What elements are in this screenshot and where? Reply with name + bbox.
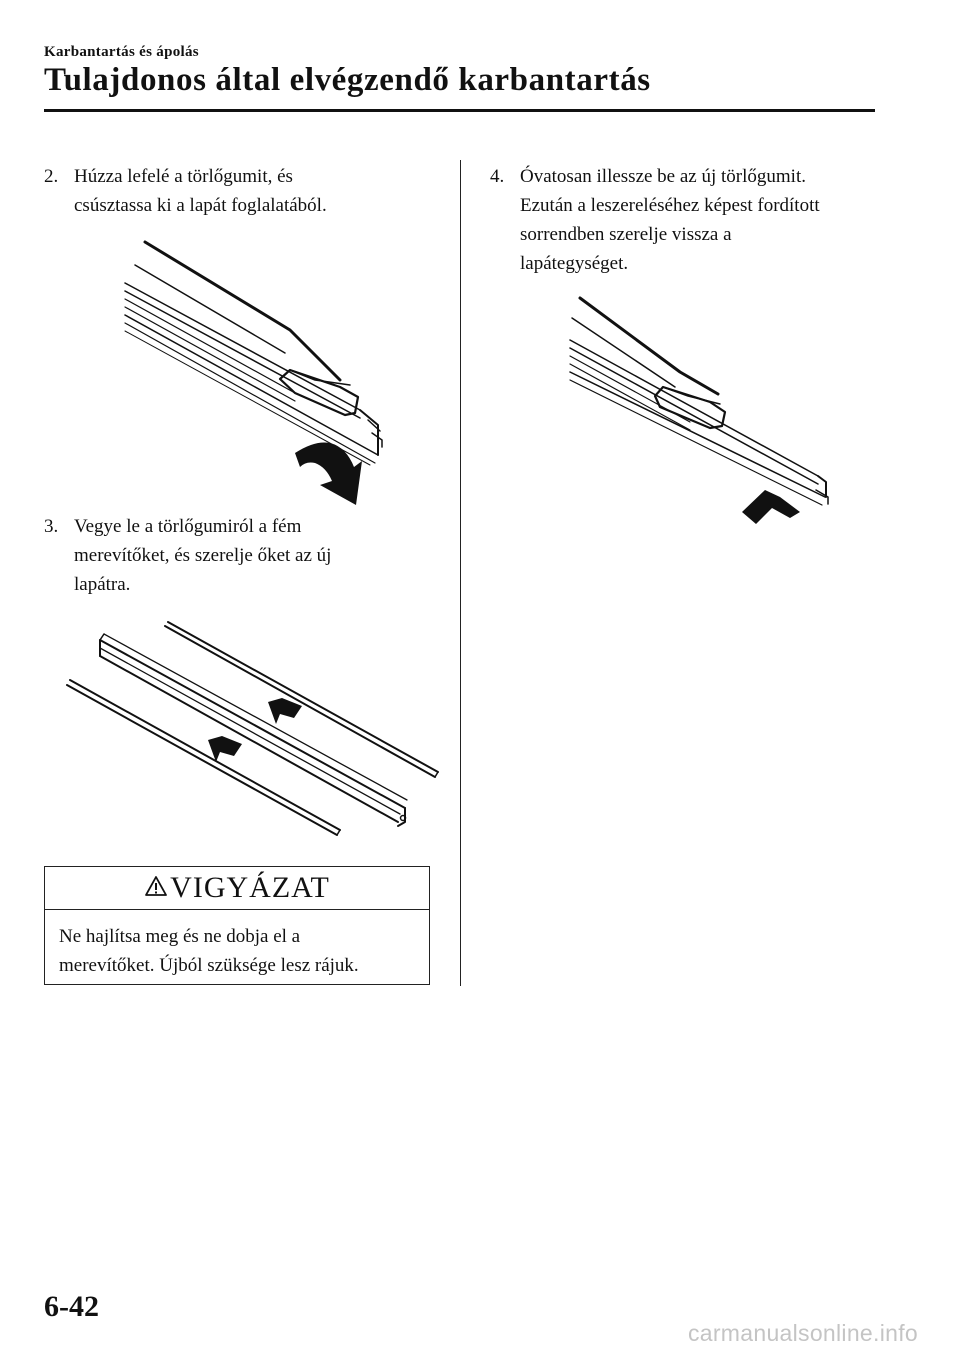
step-number: 4. <box>490 166 505 187</box>
caution-heading: VIGYÁZAT <box>170 871 330 904</box>
page-title: Tulajdonos által elvégzendő karbantartás <box>44 62 651 98</box>
insert-stiffener-arrow-icon <box>208 736 242 762</box>
step-line: lapátegységet. <box>520 253 629 274</box>
step-2 <box>44 162 444 220</box>
wiper-blade-install-illustration <box>560 292 840 537</box>
step-3 <box>44 512 444 599</box>
step-line: csúsztassa ki a lapát foglalatából. <box>74 195 327 216</box>
step-line: sorrendben szerelje vissza a <box>520 224 732 245</box>
caution-box <box>44 866 430 985</box>
warning-triangle-icon <box>144 875 168 897</box>
step-number: 3. <box>44 516 59 537</box>
insert-stiffener-arrow-icon <box>268 698 302 724</box>
column-divider <box>460 160 461 986</box>
step-line: Húzza lefelé a törlőgumit, és <box>74 166 293 187</box>
caution-line: Ne hajlítsa meg és ne dobja el a <box>59 926 301 947</box>
step-number: 2. <box>44 166 59 187</box>
step-line: Vegye le a törlőgumiról a fém <box>74 516 302 537</box>
watermark: carmanualsonline.info <box>687 1320 918 1346</box>
pull-down-arrow-icon <box>295 442 362 505</box>
step-4 <box>490 162 890 278</box>
insert-direction-arrow-icon <box>742 490 800 524</box>
step-line: Ezután a leszereléséhez képest fordított <box>520 195 820 216</box>
step-line: merevítőket, és szerelje őket az új <box>74 545 332 566</box>
page-number: 6-42 <box>44 1290 99 1323</box>
section-label: Karbantartás és ápolás <box>44 44 199 60</box>
caution-line: merevítőket. Újból szüksége lesz rájuk. <box>59 955 359 976</box>
step-line: lapátra. <box>74 574 131 595</box>
title-rule <box>44 109 875 112</box>
metal-stiffeners-illustration <box>60 612 450 842</box>
step-line: Óvatosan illessze be az új törlőgumit. <box>520 166 806 187</box>
wiper-blade-removal-illustration <box>110 235 400 510</box>
caution-header <box>45 867 429 910</box>
